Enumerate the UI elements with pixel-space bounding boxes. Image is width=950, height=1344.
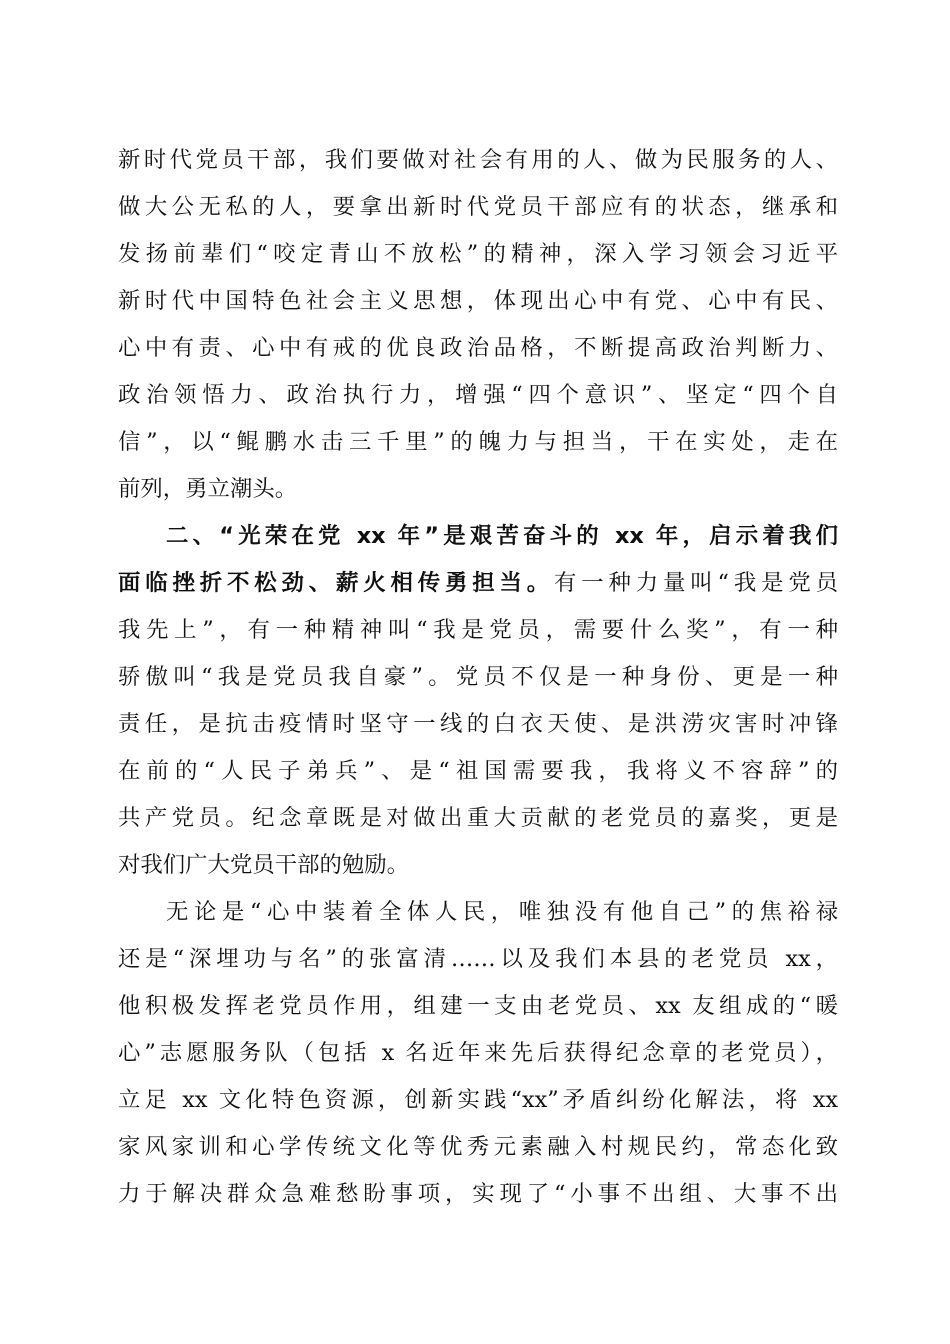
paragraph2-heading-bold: 面临挫折不松劲、薪火相传勇担当。: [118, 570, 555, 596]
paragraph3-line-6: 家风家训和心学传统文化等优秀元素融入村规民约，常态化致: [118, 1134, 838, 1160]
paragraph3-line-4: 心”志愿服务队（包括 x 名近年来先后获得纪念章的老党员），: [118, 1040, 838, 1066]
paragraph3-line-3: 他积极发挥老党员作用，组建一支由老党员、xx 友组成的“暖: [118, 993, 838, 1019]
paragraph2-line-2: 骄傲叫“我是党员我自豪”。党员不仅是一种身份、更是一种: [118, 664, 838, 690]
paragraph2-heading-rest: 有一种力量叫“我是党员: [554, 570, 838, 596]
paragraph2-heading-line-2: [118, 563, 838, 603]
paragraph1-line-2: 做大公无私的人，要拿出新时代党员干部应有的状态，继承和: [118, 194, 838, 220]
paragraph3-line-1: 无论是“心中装着全体人民，唯独没有他自己”的焦裕禄: [166, 899, 838, 925]
paragraph1-line-7: 信”，以“鲲鹏水击三千里”的魄力与担当，干在实处，走在: [118, 429, 838, 455]
paragraph3-line-5: 立足 xx 文化特色资源，创新实践“xx”矛盾纠纷化解法，将 xx: [118, 1087, 838, 1113]
paragraph1-line-4: 新时代中国特色社会主义思想，体现出心中有党、心中有民、: [118, 288, 838, 314]
paragraph2-line-1: 我先上”，有一种精神叫“我是党员，需要什么奖”，有一种: [118, 617, 838, 643]
paragraph2-line-3: 责任，是抗击疫情时坚守一线的白衣天使、是洪涝灾害时冲锋: [118, 711, 838, 737]
paragraph1-line-3: 发扬前辈们“咬定青山不放松”的精神，深入学习领会习近平: [118, 241, 838, 267]
paragraph3-line-7: 力于解决群众急难愁盼事项，实现了“小事不出组、大事不出: [118, 1181, 838, 1207]
paragraph3-line-2: 还是“深埋功与名”的张富清……以及我们本县的老党员 xx，: [118, 946, 838, 972]
paragraph1-line-8: 前列，勇立潮头。: [118, 476, 298, 502]
paragraph1-line-6: 政治领悟力、政治执行力，增强“四个意识”、坚定“四个自: [118, 382, 838, 408]
paragraph2-line-4: 在前的“人民子弟兵”、是“祖国需要我，我将义不容辞”的: [118, 758, 838, 784]
paragraph2-line-5: 共产党员。纪念章既是对做出重大贡献的老党员的嘉奖，更是: [118, 805, 838, 831]
paragraph1-line-5: 心中有责、心中有戒的优良政治品格，不断提高政治判断力、: [118, 335, 838, 361]
paragraph2-line-6: 对我们广大党员干部的勉励。: [118, 852, 410, 878]
paragraph1-line-1: 新时代党员干部，我们要做对社会有用的人、做为民服务的人、: [118, 147, 838, 173]
paragraph2-heading-line-1: 二、“光荣在党 xx 年”是艰苦奋斗的 xx 年，启示着我们: [166, 523, 838, 549]
